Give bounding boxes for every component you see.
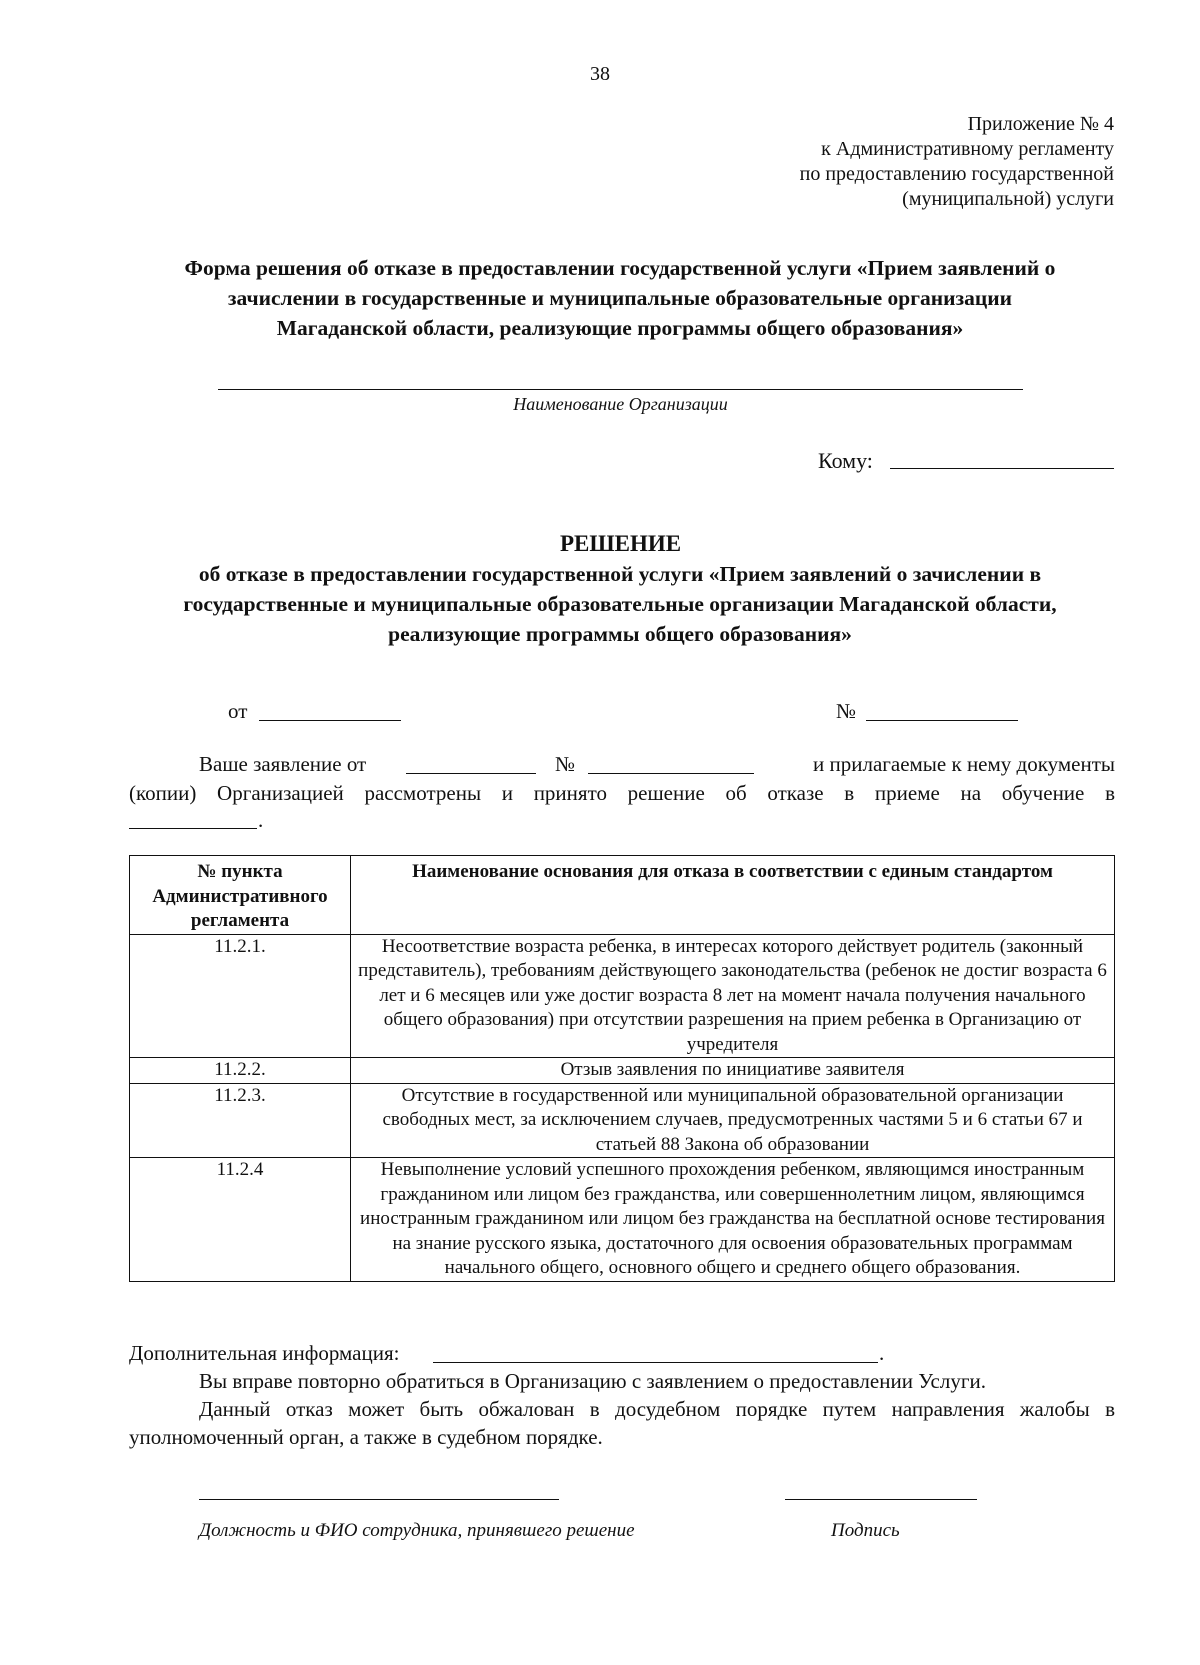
- additional-info-line: [433, 1362, 878, 1363]
- education-program-line: [129, 828, 257, 829]
- table-cell-number: 11.2.1.: [130, 934, 351, 1058]
- number-field-line: [866, 720, 1018, 721]
- table-cell-reason: Отзыв заявления по инициативе заявителя: [351, 1058, 1115, 1084]
- additional-info-end: .: [879, 1341, 885, 1365]
- date-field-line: [259, 720, 401, 721]
- table-row: [130, 1158, 1115, 1282]
- body-text-3: (копии) Организацией рассмотрены и принято решение об отказе в приеме на обучение в: [129, 781, 1115, 805]
- date-label: от: [228, 699, 248, 723]
- appendix-line: к Административному регламенту: [821, 138, 1114, 160]
- appendix-block: [700, 112, 1114, 212]
- body-number-label: №: [555, 752, 576, 776]
- page-number: 38: [590, 63, 610, 85]
- position-name-line: [199, 1499, 559, 1500]
- decision-subtitle-line: об отказе в предоставлении государственной услуги «Прием заявлений о зачислении в: [198, 562, 1042, 586]
- table-cell-number: 11.2.2.: [130, 1058, 351, 1084]
- number-label: №: [836, 699, 857, 723]
- decision-subtitle: [110, 559, 1130, 649]
- organization-name-caption: Наименование Организации: [513, 394, 728, 414]
- refusal-reasons-table: [129, 855, 1115, 1282]
- decision-heading: РЕШЕНИЕ: [560, 531, 682, 556]
- appendix-line: по предоставлению государственной: [799, 163, 1114, 185]
- table-row: [130, 934, 1115, 1058]
- appeal-text-line2: уполномоченный орган, а также в судебном порядке.: [129, 1425, 603, 1449]
- body-text-2: и прилагаемые к нему документы: [813, 752, 1115, 776]
- application-number-line: [588, 773, 754, 774]
- form-title-line: Магаданской области, реализующие программы общего образования»: [276, 316, 964, 340]
- body-text-1: Ваше заявление от: [199, 752, 367, 776]
- table-row: [130, 1083, 1115, 1158]
- decision-subtitle-line: реализующие программы общего образования»: [388, 622, 852, 646]
- table-cell-reason: Невыполнение условий успешного прохождения ребенком, являющимся иностранным гражданином или лицом без гражданства, или совершеннолетним лицом, являющимся иностранным гражданином или лицом без гражданства на бесплатной основе тестирования на знание русского языка, достаточного для освоения образовательных программам начального общего, основного общего и среднего общего образования.: [351, 1158, 1115, 1282]
- appendix-line: (муниципальной) услуги: [902, 188, 1114, 210]
- table-header-cell: Наименование основания для отказа в соответствии с единым стандартом: [351, 856, 1115, 935]
- to-field-line: [890, 468, 1114, 469]
- signature-line: [785, 1499, 977, 1500]
- appeal-text-line1: Данный отказ может быть обжалован в досудебном порядке путем направления жалобы в: [199, 1397, 1115, 1421]
- to-label: Кому:: [818, 448, 873, 473]
- form-title-line: Форма решения об отказе в предоставлении государственной услуги «Прием заявлений о: [184, 256, 1056, 280]
- signature-caption: Подпись: [831, 1520, 900, 1541]
- organization-name-line: [218, 389, 1023, 390]
- additional-info-label: Дополнительная информация:: [129, 1341, 400, 1365]
- table-cell-number: 11.2.4: [130, 1158, 351, 1282]
- table-cell-number: 11.2.3.: [130, 1083, 351, 1158]
- table-cell-reason: Отсутствие в государственной или муниципальной образовательной организации свободных мест, за исключением случаев, предусмотренных частями 5 и 6 статьи 67 и статьей 88 Закона об образовании: [351, 1083, 1115, 1158]
- application-date-line: [406, 773, 536, 774]
- decision-subtitle-line: государственные и муниципальные образовательные организации Магаданской области,: [183, 592, 1057, 616]
- table-row: [130, 1058, 1115, 1084]
- table-header-row: [130, 856, 1115, 935]
- table-cell-reason: Несоответствие возраста ребенка, в интересах которого действует родитель (законный представитель), требованиям действующего законодательства (ребенок не достиг возраста 6 лет и 6 месяцев или уже достиг возраста 8 лет на момент начала получения начального общего образования) при отсутствии разрешения на прием ребенка в Организацию от учредителя: [351, 934, 1115, 1058]
- form-title-line: зачислении в государственные и муниципальные образовательные организации: [227, 286, 1013, 310]
- table-header-cell: № пункта Административного регламента: [130, 856, 351, 935]
- appeal-right-text: Вы вправе повторно обратиться в Организацию с заявлением о предоставлении Услуги.: [199, 1369, 986, 1393]
- body-text-end: .: [258, 808, 264, 832]
- position-name-caption: Должность и ФИО сотрудника, принявшего решение: [199, 1520, 635, 1541]
- form-title: [110, 253, 1130, 343]
- appendix-line: Приложение № 4: [967, 113, 1114, 135]
